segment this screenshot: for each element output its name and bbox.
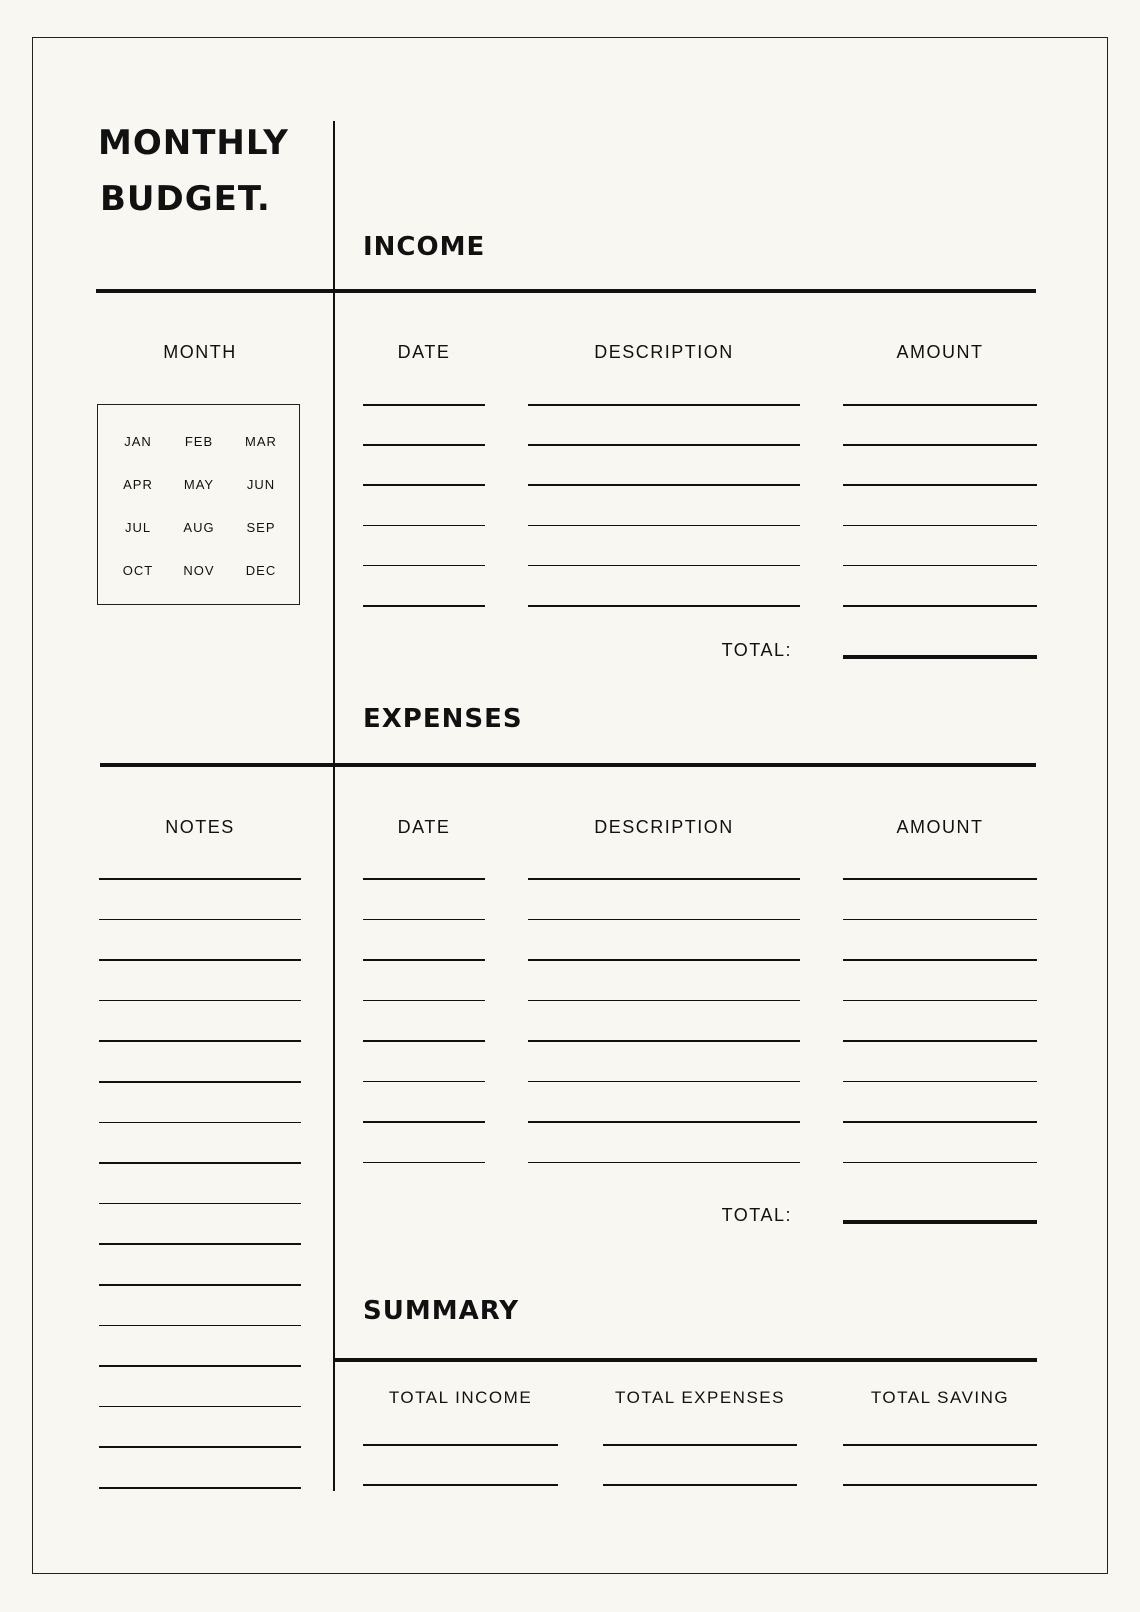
expense-description-field[interactable] [528, 1081, 800, 1083]
month-option-jul[interactable]: JUL [124, 520, 152, 535]
notes-line-field[interactable] [99, 1000, 301, 1002]
notes-line-field[interactable] [99, 1081, 301, 1083]
expense-description-field[interactable] [528, 959, 800, 961]
notes-line-field[interactable] [99, 1203, 301, 1205]
expense-amount-field[interactable] [843, 1081, 1037, 1083]
summary-total-saving-field[interactable] [843, 1484, 1037, 1486]
notes-line-field[interactable] [99, 919, 301, 921]
month-option-apr[interactable]: APR [123, 477, 153, 492]
income-total-field[interactable] [843, 655, 1037, 659]
expense-description-field[interactable] [528, 1040, 800, 1042]
income-amount-field[interactable] [843, 404, 1037, 406]
income-description-field[interactable] [528, 565, 800, 567]
expense-amount-field[interactable] [843, 1162, 1037, 1164]
notes-line-field[interactable] [99, 1122, 301, 1124]
income-date-field[interactable] [363, 404, 485, 406]
expenses-amount-header: AMOUNT [896, 817, 984, 837]
income-amount-field[interactable] [843, 605, 1037, 607]
month-option-feb[interactable]: FEB [184, 434, 214, 449]
income-amount-field[interactable] [843, 565, 1037, 567]
expenses-rule [100, 763, 1036, 767]
month-option-oct[interactable]: OCT [122, 563, 154, 578]
month-option-sep[interactable]: SEP [246, 520, 276, 535]
notes-line-field[interactable] [99, 878, 301, 880]
expenses-date-header: DATE [397, 817, 451, 837]
expense-description-field[interactable] [528, 878, 800, 880]
expenses-total-field[interactable] [843, 1220, 1037, 1224]
summary-total-expenses-header: TOTAL EXPENSES [615, 1388, 785, 1407]
income-description-field[interactable] [528, 525, 800, 527]
income-date-field[interactable] [363, 444, 485, 446]
expense-amount-field[interactable] [843, 1121, 1037, 1123]
income-total-label: TOTAL: [721, 640, 792, 660]
month-selector [97, 404, 300, 605]
expense-date-field[interactable] [363, 1081, 485, 1083]
month-option-aug[interactable]: AUG [183, 520, 215, 535]
income-date-field[interactable] [363, 484, 485, 486]
page-title-line-2: BUDGET. [100, 179, 271, 219]
income-description-field[interactable] [528, 605, 800, 607]
summary-total-income-header: TOTAL INCOME [388, 1388, 533, 1407]
notes-heading: NOTES [165, 817, 235, 837]
notes-line-field[interactable] [99, 959, 301, 961]
income-heading: INCOME [363, 232, 486, 262]
income-amount-header: AMOUNT [896, 342, 984, 362]
expense-description-field[interactable] [528, 1162, 800, 1164]
notes-line-field[interactable] [99, 1487, 301, 1489]
page-frame [32, 37, 1108, 1574]
expense-date-field[interactable] [363, 1162, 485, 1164]
expense-date-field[interactable] [363, 919, 485, 921]
summary-total-saving-header: TOTAL SAVING [870, 1388, 1010, 1407]
notes-line-field[interactable] [99, 1365, 301, 1367]
expense-description-field[interactable] [528, 919, 800, 921]
expense-amount-field[interactable] [843, 878, 1037, 880]
month-option-mar[interactable]: MAR [245, 434, 277, 449]
page-title-line-1: MONTHLY [98, 123, 289, 163]
expenses-total-label: TOTAL: [721, 1205, 792, 1225]
notes-line-field[interactable] [99, 1325, 301, 1327]
expenses-description-header: DESCRIPTION [594, 817, 734, 837]
summary-total-expenses-field[interactable] [603, 1444, 797, 1446]
month-option-dec[interactable]: DEC [245, 563, 277, 578]
month-heading: MONTH [163, 342, 237, 362]
notes-line-field[interactable] [99, 1040, 301, 1042]
income-amount-field[interactable] [843, 444, 1037, 446]
income-rule [96, 289, 1036, 293]
income-date-field[interactable] [363, 565, 485, 567]
notes-line-field[interactable] [99, 1243, 301, 1245]
month-option-may[interactable]: MAY [183, 477, 215, 492]
column-divider [333, 121, 335, 1491]
expense-amount-field[interactable] [843, 919, 1037, 921]
expense-date-field[interactable] [363, 1040, 485, 1042]
expense-date-field[interactable] [363, 1121, 485, 1123]
summary-heading: SUMMARY [363, 1296, 520, 1326]
expense-amount-field[interactable] [843, 1040, 1037, 1042]
month-option-nov[interactable]: NOV [183, 563, 215, 578]
summary-total-saving-field[interactable] [843, 1444, 1037, 1446]
income-description-field[interactable] [528, 484, 800, 486]
income-date-field[interactable] [363, 525, 485, 527]
month-option-jun[interactable]: JUN [246, 477, 276, 492]
month-option-jan[interactable]: JAN [124, 434, 152, 449]
summary-total-expenses-field[interactable] [603, 1484, 797, 1486]
summary-total-income-field[interactable] [363, 1444, 558, 1446]
notes-line-field[interactable] [99, 1162, 301, 1164]
summary-rule [334, 1358, 1037, 1362]
notes-line-field[interactable] [99, 1406, 301, 1408]
income-amount-field[interactable] [843, 525, 1037, 527]
income-amount-field[interactable] [843, 484, 1037, 486]
expenses-heading: EXPENSES [363, 704, 523, 734]
expense-date-field[interactable] [363, 1000, 485, 1002]
notes-line-field[interactable] [99, 1284, 301, 1286]
expense-date-field[interactable] [363, 878, 485, 880]
notes-line-field[interactable] [99, 1446, 301, 1448]
expense-amount-field[interactable] [843, 959, 1037, 961]
income-description-field[interactable] [528, 404, 800, 406]
expense-description-field[interactable] [528, 1121, 800, 1123]
summary-total-income-field[interactable] [363, 1484, 558, 1486]
expense-amount-field[interactable] [843, 1000, 1037, 1002]
income-date-header: DATE [397, 342, 451, 362]
income-date-field[interactable] [363, 605, 485, 607]
income-description-header: DESCRIPTION [594, 342, 734, 362]
income-description-field[interactable] [528, 444, 800, 446]
expense-date-field[interactable] [363, 959, 485, 961]
expense-description-field[interactable] [528, 1000, 800, 1002]
